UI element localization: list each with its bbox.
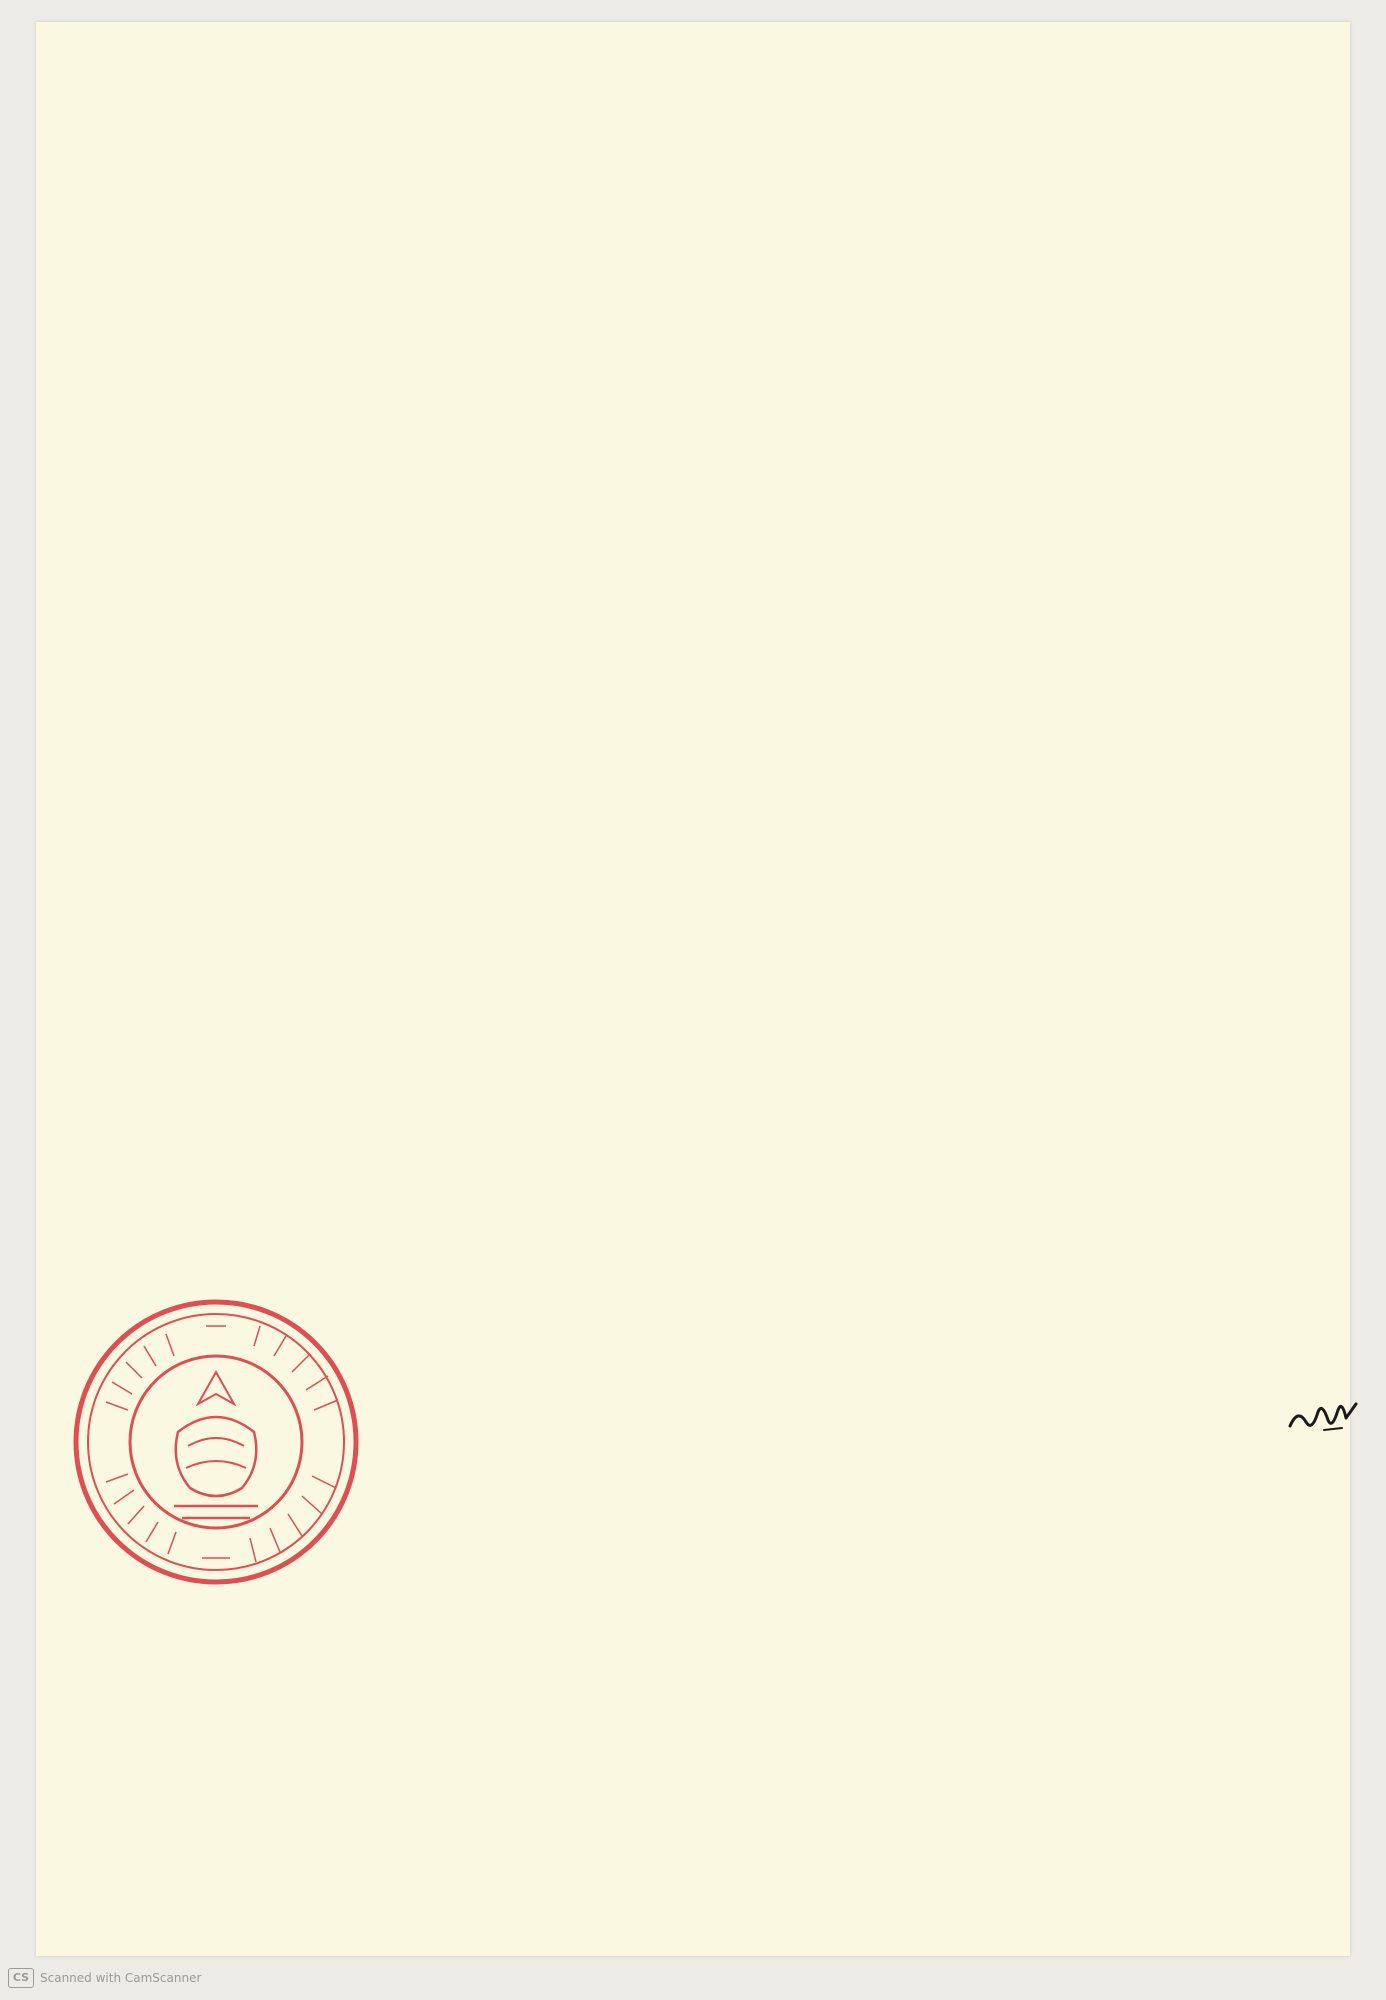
page-number <box>36 1892 1350 1922</box>
article-paragraph <box>114 718 1286 826</box>
signature-icon <box>1284 1390 1364 1440</box>
article-section <box>114 940 1286 1212</box>
camscanner-logo-icon: CS <box>8 1968 34 1988</box>
article-section <box>114 322 1286 486</box>
article-heading <box>114 322 1286 378</box>
camscanner-watermark <box>8 1968 201 1988</box>
royal-seal-icon <box>66 1292 366 1592</box>
scanned-page <box>36 22 1350 1956</box>
article-paragraph <box>114 548 1286 656</box>
article-heading <box>114 1218 1286 1274</box>
article-heading <box>114 152 1286 208</box>
article-paragraph <box>114 1104 1286 1212</box>
article-paragraph <box>114 826 1286 934</box>
article-heading <box>114 940 1286 996</box>
article-paragraph <box>114 996 1286 1104</box>
watermark-text: Scanned with CamScanner <box>40 1971 202 1985</box>
article-heading <box>114 492 1286 548</box>
article-section <box>114 492 1286 656</box>
article-section <box>114 662 1286 934</box>
article-paragraph <box>114 208 1286 316</box>
article-heading <box>114 662 1286 718</box>
article-section <box>114 152 1286 316</box>
article-paragraph <box>114 378 1286 486</box>
